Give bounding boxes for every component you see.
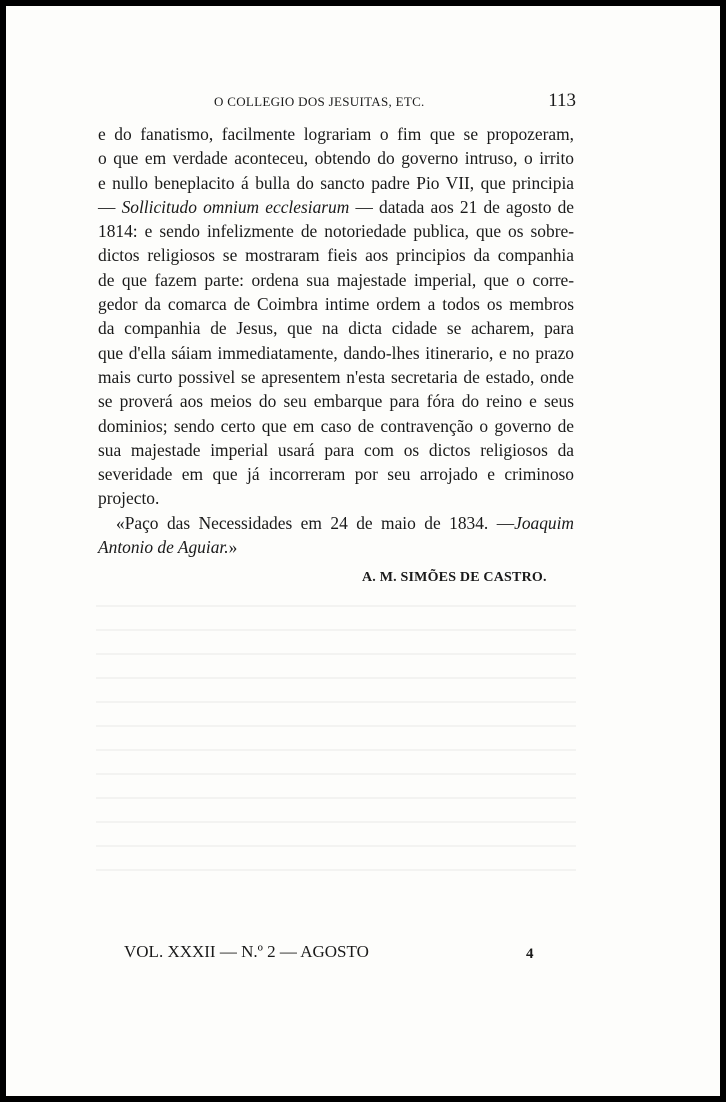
running-title: O COLLEGIO DOS JESUITAS, ETC. <box>214 94 425 109</box>
text-line: 1814: e sendo infelizmente de notoriedade publica, que os sobre- <box>98 221 574 242</box>
text-line: que d'ella sáiam immediatamente, dando-lhes itinerario, e no prazo <box>98 342 574 363</box>
bleed-through-texture <box>96 591 576 891</box>
footer-signature-mark: 4 <box>526 946 534 962</box>
text-line: projecto. <box>98 488 160 509</box>
page-header <box>96 90 576 114</box>
text-line: e nullo beneplacito á bulla do sancto padre Pio VII, que principia <box>98 172 574 193</box>
text-line: dominios; sendo certo que em caso de contravenção o governo de <box>98 415 574 436</box>
text-line: dictos religiosos se mostraram fieis aos principios da companhia <box>98 245 574 266</box>
closing-line-2 <box>98 535 574 559</box>
text-line: de que fazem parte: ordena sua majestade imperial, que o corre- <box>98 269 574 290</box>
author-signature: A. M. SIMÕES DE CASTRO. <box>362 570 547 585</box>
text-line: se proverá aos meios do seu embarque para fóra do reino e seus <box>98 391 574 412</box>
page-number: 113 <box>548 90 576 111</box>
closing-line <box>98 511 574 535</box>
text-line: o que em verdade aconteceu, obtendo do governo intruso, o irrito <box>98 148 574 169</box>
text-line: sua majestade imperial usará para com os dictos religiosos da <box>98 439 574 460</box>
text-line-latin: — Sollicitudo omnium ecclesiarum — datada aos 21 de agosto de <box>98 196 574 217</box>
latin-phrase: Sollicitudo omnium ecclesiarum <box>121 196 350 217</box>
closing-name-part1: Joaquim <box>514 512 574 533</box>
text-line: e do fanatismo, facilmente lograriam o fim que se propozeram, <box>98 124 574 144</box>
text-line: gedor da comarca de Coimbra intime ordem a todos os membros <box>98 294 574 315</box>
text-line: mais curto possivel se apresentem n'esta secretaria de estado, onde <box>98 366 574 387</box>
text-line: da companhia de Jesus, que na dicta cidade se acharem, para <box>98 318 574 339</box>
text-line: severidade em que já incorreram por seu arrojado e criminoso <box>98 464 574 485</box>
closing-name-part2: Antonio de Aguiar. <box>98 537 229 558</box>
document-page <box>6 6 720 1096</box>
closing-quote: » <box>228 537 238 558</box>
body-text <box>98 122 574 559</box>
footer-volume: VOL. XXXII — N.º 2 — AGOSTO <box>124 942 369 961</box>
closing-text: «Paço das Necessidades em 24 de maio de 1834. — <box>116 512 515 533</box>
